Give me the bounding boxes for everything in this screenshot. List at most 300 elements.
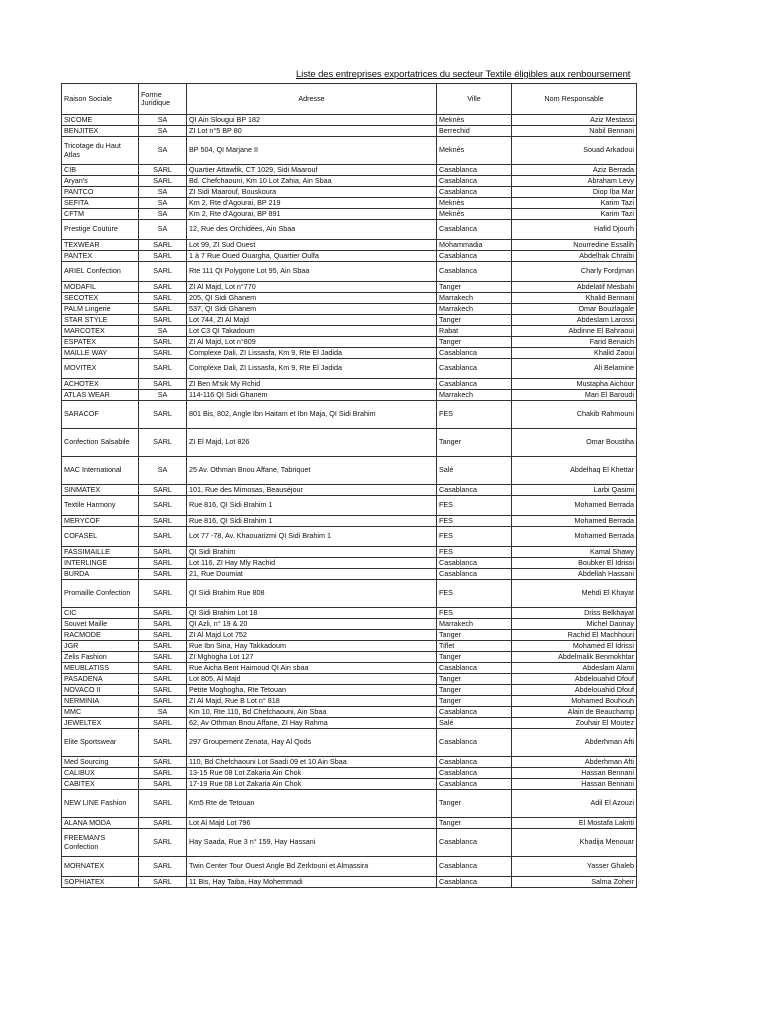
responsible-name-cell: Mohamed El Idrissi — [512, 641, 637, 652]
legal-form-cell: SARL — [139, 547, 187, 558]
company-name-cell: SOPHIATEX — [62, 877, 139, 888]
legal-form-cell: SARL — [139, 485, 187, 496]
city-cell: Marrakech — [437, 619, 512, 630]
address-cell: 101, Rue des Mimosas, Beauséjour — [187, 485, 437, 496]
table-row — [62, 126, 637, 137]
table-row — [62, 790, 637, 818]
city-cell: Salé — [437, 457, 512, 485]
city-cell: FES — [437, 547, 512, 558]
city-cell: Mohammadia — [437, 240, 512, 251]
table-row — [62, 209, 637, 220]
city-cell: Marrakech — [437, 304, 512, 315]
responsible-name-cell: Khalid Zaoui — [512, 348, 637, 359]
responsible-name-cell: Omar Bouzlagale — [512, 304, 637, 315]
city-cell: Tanger — [437, 429, 512, 457]
company-name-cell: NERMINIA — [62, 696, 139, 707]
address-cell: Complexe Dali, ZI Lissasfa, Km 9, Rte El Jadida — [187, 359, 437, 379]
table-row — [62, 547, 637, 558]
city-cell: Meknès — [437, 115, 512, 126]
city-cell: Casablanca — [437, 165, 512, 176]
address-cell: Lot 805, Al Majd — [187, 674, 437, 685]
address-cell: 114-116 QI Sidi Ghanem — [187, 390, 437, 401]
responsible-name-cell: Mohamed Berrada — [512, 496, 637, 516]
table-row — [62, 569, 637, 580]
address-cell: Petite Moghogha, Rte Tetouan — [187, 685, 437, 696]
legal-form-cell: SARL — [139, 251, 187, 262]
legal-form-cell: SARL — [139, 718, 187, 729]
table-row — [62, 685, 637, 696]
responsible-name-cell: El Mostafa Lakriti — [512, 818, 637, 829]
company-name-cell: RACMODE — [62, 630, 139, 641]
city-cell: Salé — [437, 718, 512, 729]
table-row — [62, 829, 637, 857]
city-cell: Meknès — [437, 137, 512, 165]
company-name-cell: Souvet Maille — [62, 619, 139, 630]
address-cell: Complexe Dali, ZI Lissasfa, Km 9, Rte El Jadida — [187, 348, 437, 359]
company-name-cell: Elite Sportswear — [62, 729, 139, 757]
address-cell: Km 2, Rte d'Agourai, BP 219 — [187, 198, 437, 209]
responsible-name-cell: Michel Dannay — [512, 619, 637, 630]
city-cell: Casablanca — [437, 262, 512, 282]
address-cell: Rte 111 QI Polygone Lot 95, Ain Sbaa — [187, 262, 437, 282]
legal-form-cell: SARL — [139, 337, 187, 348]
address-cell: ZI Al Majd, Lot n°809 — [187, 337, 437, 348]
address-cell: 11 Bis, Hay Taiba, Hay Mohemmadi — [187, 877, 437, 888]
city-cell: Tanger — [437, 790, 512, 818]
responsible-name-cell: Abdelatif Mesbahi — [512, 282, 637, 293]
table-row — [62, 818, 637, 829]
responsible-name-cell: Salma Zoheir — [512, 877, 637, 888]
table-row — [62, 429, 637, 457]
table-row — [62, 187, 637, 198]
responsible-name-cell: Diop Iba Mar — [512, 187, 637, 198]
company-name-cell: MMC — [62, 707, 139, 718]
city-cell: Tanger — [437, 315, 512, 326]
legal-form-cell: SARL — [139, 293, 187, 304]
table-row — [62, 558, 637, 569]
legal-form-cell: SA — [139, 326, 187, 337]
address-cell: 537, QI Sidi Ghanem — [187, 304, 437, 315]
responsible-name-cell: Karim Tazi — [512, 209, 637, 220]
address-cell: Rue Ibn Sina, Hay Takkadoum — [187, 641, 437, 652]
table-body — [62, 115, 637, 888]
table-row — [62, 240, 637, 251]
city-cell: Tanger — [437, 282, 512, 293]
address-cell: 21, Rue Doumiat — [187, 569, 437, 580]
company-name-cell: MOVITEX — [62, 359, 139, 379]
company-name-cell: BURDA — [62, 569, 139, 580]
responsible-name-cell: Hassan Bennani — [512, 779, 637, 790]
responsible-name-cell: Farid Benaich — [512, 337, 637, 348]
legal-form-cell: SARL — [139, 779, 187, 790]
company-name-cell: SINMATEX — [62, 485, 139, 496]
responsible-name-cell: Khalid Bennani — [512, 293, 637, 304]
company-name-cell: Med Sourcing — [62, 757, 139, 768]
city-cell: Tanger — [437, 685, 512, 696]
legal-form-cell: SA — [139, 115, 187, 126]
city-cell: Tanger — [437, 337, 512, 348]
responsible-name-cell: Mustapha Aichour — [512, 379, 637, 390]
city-cell: Casablanca — [437, 779, 512, 790]
address-cell: Lot 77 -78, Av. Khaouarizmi QI Sidi Brahim 1 — [187, 527, 437, 547]
city-cell: Rabat — [437, 326, 512, 337]
table-row — [62, 457, 637, 485]
company-name-cell: Prestige Couture — [62, 220, 139, 240]
company-name-cell: FASSIMAILLE — [62, 547, 139, 558]
company-name-cell: MORNATEX — [62, 857, 139, 877]
table-row — [62, 220, 637, 240]
legal-form-cell: SARL — [139, 608, 187, 619]
responsible-name-cell: Nabil Bennani — [512, 126, 637, 137]
table-row — [62, 115, 637, 126]
city-cell: Tanger — [437, 818, 512, 829]
legal-form-cell: SARL — [139, 580, 187, 608]
header-nom-responsable: Nom Responsable — [512, 84, 637, 115]
address-cell: 1 à 7 Rue Oued Ouargha, Quartier Oulfa — [187, 251, 437, 262]
table-row — [62, 496, 637, 516]
table-row — [62, 580, 637, 608]
company-name-cell: PALM Lingerie — [62, 304, 139, 315]
address-cell: Lot C3 QI Takadoum — [187, 326, 437, 337]
responsible-name-cell: Mari El Baroudi — [512, 390, 637, 401]
legal-form-cell: SARL — [139, 877, 187, 888]
legal-form-cell: SA — [139, 457, 187, 485]
legal-form-cell: SARL — [139, 630, 187, 641]
responsible-name-cell: Khadija Menouar — [512, 829, 637, 857]
table-row — [62, 527, 637, 547]
table-row — [62, 757, 637, 768]
table-row — [62, 315, 637, 326]
company-name-cell: JEWELTEX — [62, 718, 139, 729]
company-name-cell: CABITEX — [62, 779, 139, 790]
company-name-cell: SEFITA — [62, 198, 139, 209]
table-row — [62, 326, 637, 337]
legal-form-cell: SARL — [139, 348, 187, 359]
city-cell: Casablanca — [437, 251, 512, 262]
legal-form-cell: SARL — [139, 282, 187, 293]
address-cell: 801 Bis, 802, Angle Ibn Haitam et Ibn Maja, QI Sidi Brahim — [187, 401, 437, 429]
city-cell: Tanger — [437, 630, 512, 641]
city-cell: Marrakech — [437, 293, 512, 304]
company-name-cell: Promaille Confection — [62, 580, 139, 608]
company-name-cell: MEUBLATISS — [62, 663, 139, 674]
table-row — [62, 608, 637, 619]
city-cell: Casablanca — [437, 569, 512, 580]
legal-form-cell: SARL — [139, 663, 187, 674]
responsible-name-cell: Adil El Azouzi — [512, 790, 637, 818]
legal-form-cell: SARL — [139, 619, 187, 630]
responsible-name-cell: Karim Tazi — [512, 198, 637, 209]
city-cell: Casablanca — [437, 857, 512, 877]
company-name-cell: Textile Harmony — [62, 496, 139, 516]
table-header-row — [62, 84, 637, 115]
responsible-name-cell: Charly Fordjman — [512, 262, 637, 282]
company-name-cell: CALIBUX — [62, 768, 139, 779]
table-row — [62, 857, 637, 877]
address-cell: 17-19 Rue 08 Lot Zakaria Ain Chok — [187, 779, 437, 790]
table-row — [62, 198, 637, 209]
legal-form-cell: SARL — [139, 176, 187, 187]
legal-form-cell: SARL — [139, 696, 187, 707]
city-cell: Casablanca — [437, 187, 512, 198]
responsible-name-cell: Abderhman Afti — [512, 729, 637, 757]
responsible-name-cell: Hassan Bennani — [512, 768, 637, 779]
legal-form-cell: SARL — [139, 829, 187, 857]
address-cell: ZI Lot n°5 BP 80 — [187, 126, 437, 137]
company-name-cell: FREEMAN'S Confection — [62, 829, 139, 857]
table-row — [62, 390, 637, 401]
company-name-cell: CIC — [62, 608, 139, 619]
company-name-cell: MERYCOF — [62, 516, 139, 527]
table-row — [62, 165, 637, 176]
city-cell: Tanger — [437, 652, 512, 663]
company-name-cell: INTERLINGE — [62, 558, 139, 569]
company-name-cell: BENJITEX — [62, 126, 139, 137]
address-cell: ZI Al Majd Lot 752 — [187, 630, 437, 641]
address-cell: QI Ain Slougui BP 182 — [187, 115, 437, 126]
table-row — [62, 359, 637, 379]
company-name-cell: Tricotage du Haut Atlas — [62, 137, 139, 165]
legal-form-cell: SARL — [139, 768, 187, 779]
city-cell: FES — [437, 516, 512, 527]
company-name-cell: CIB — [62, 165, 139, 176]
address-cell: 12, Rue des Orchidées, Ain Sbaa — [187, 220, 437, 240]
company-name-cell: CFTM — [62, 209, 139, 220]
address-cell: Km 2, Rte d'Agourai, BP 891 — [187, 209, 437, 220]
address-cell: Rue 816, QI Sidi Brahim 1 — [187, 516, 437, 527]
city-cell: Berrechid — [437, 126, 512, 137]
legal-form-cell: SARL — [139, 516, 187, 527]
responsible-name-cell: Abdelouahid Dfouf — [512, 685, 637, 696]
table-row — [62, 337, 637, 348]
responsible-name-cell: Abdellah Hassani — [512, 569, 637, 580]
address-cell: 297 Groupement Zenata, Hay Al Qods — [187, 729, 437, 757]
responsible-name-cell: Mohamed Berrada — [512, 527, 637, 547]
table-row — [62, 251, 637, 262]
header-raison-sociale: Raison Sociale — [62, 84, 139, 115]
address-cell: Hay Saada, Rue 3 n° 159, Hay Hassani — [187, 829, 437, 857]
table-row — [62, 652, 637, 663]
city-cell: Tiflet — [437, 641, 512, 652]
address-cell: 205, QI Sidi Ghanem — [187, 293, 437, 304]
responsible-name-cell: Larbi Qasimi — [512, 485, 637, 496]
address-cell: 13-15 Rue 08 Lot Zakaria Ain Chok — [187, 768, 437, 779]
address-cell: ZI Sidi Maarouf, Bouskoura — [187, 187, 437, 198]
company-name-cell: TEXWEAR — [62, 240, 139, 251]
responsible-name-cell: Omar Boustiha — [512, 429, 637, 457]
table-row — [62, 779, 637, 790]
address-cell: QI Azli, n° 19 & 20 — [187, 619, 437, 630]
legal-form-cell: SA — [139, 198, 187, 209]
company-name-cell: COFASEL — [62, 527, 139, 547]
address-cell: Lot Al Majd Lot 796 — [187, 818, 437, 829]
legal-form-cell: SARL — [139, 729, 187, 757]
responsible-name-cell: Hafid Djourh — [512, 220, 637, 240]
city-cell: Meknès — [437, 209, 512, 220]
address-cell: QI Sidi Brahim Rue 808 — [187, 580, 437, 608]
company-name-cell: MODAFIL — [62, 282, 139, 293]
city-cell: Casablanca — [437, 757, 512, 768]
legal-form-cell: SARL — [139, 674, 187, 685]
table-row — [62, 293, 637, 304]
table-row — [62, 282, 637, 293]
table-row — [62, 630, 637, 641]
responsible-name-cell: Boubker El Idrissi — [512, 558, 637, 569]
address-cell: ZI Ben M'sik My Rchid — [187, 379, 437, 390]
company-name-cell: Aryan's — [62, 176, 139, 187]
company-name-cell: ARIEL Confection — [62, 262, 139, 282]
company-name-cell: Confection Salsabile — [62, 429, 139, 457]
responsible-name-cell: Mohamed Bouhouh — [512, 696, 637, 707]
table-row — [62, 379, 637, 390]
responsible-name-cell: Abdeslam Larossi — [512, 315, 637, 326]
city-cell: Casablanca — [437, 348, 512, 359]
table-row — [62, 729, 637, 757]
responsible-name-cell: Abderhman Afti — [512, 757, 637, 768]
city-cell: Casablanca — [437, 829, 512, 857]
legal-form-cell: SARL — [139, 685, 187, 696]
legal-form-cell: SA — [139, 126, 187, 137]
legal-form-cell: SARL — [139, 379, 187, 390]
city-cell: FES — [437, 496, 512, 516]
responsible-name-cell: Kamal Shawy — [512, 547, 637, 558]
legal-form-cell: SARL — [139, 429, 187, 457]
table-row — [62, 768, 637, 779]
header-forme-juridique: Forme Juridique — [139, 84, 187, 115]
legal-form-cell: SARL — [139, 790, 187, 818]
address-cell: ZI Al Majd, Lot n°770 — [187, 282, 437, 293]
address-cell: QI Sidi Brahim — [187, 547, 437, 558]
legal-form-cell: SARL — [139, 857, 187, 877]
company-name-cell: SARACOF — [62, 401, 139, 429]
legal-form-cell: SA — [139, 707, 187, 718]
table-row — [62, 641, 637, 652]
company-name-cell: PANTCO — [62, 187, 139, 198]
company-name-cell: NOVACO II — [62, 685, 139, 696]
legal-form-cell: SA — [139, 220, 187, 240]
responsible-name-cell: Nourredine Essalih — [512, 240, 637, 251]
table-row — [62, 707, 637, 718]
company-name-cell: STAR STYLE — [62, 315, 139, 326]
responsible-name-cell: Ali Belamine — [512, 359, 637, 379]
legal-form-cell: SARL — [139, 496, 187, 516]
responsible-name-cell: Abdelmalik Benmokhtar — [512, 652, 637, 663]
table-row — [62, 718, 637, 729]
legal-form-cell: SARL — [139, 757, 187, 768]
company-name-cell: ESPATEX — [62, 337, 139, 348]
legal-form-cell: SARL — [139, 527, 187, 547]
responsible-name-cell: Mehdi El Khayat — [512, 580, 637, 608]
company-name-cell: SECOTEX — [62, 293, 139, 304]
city-cell: FES — [437, 580, 512, 608]
header-adresse: Adresse — [187, 84, 437, 115]
responsible-name-cell: Chakib Rahmouni — [512, 401, 637, 429]
responsible-name-cell: Yasser Ghaleb — [512, 857, 637, 877]
address-cell: 110, Bd Chefchaouni Lot Saadi 09 et 10 Ain Sbaa — [187, 757, 437, 768]
table-row — [62, 176, 637, 187]
address-cell: Lot 116, ZI Hay Mly Rachid — [187, 558, 437, 569]
table-row — [62, 516, 637, 527]
address-cell: Lot 744, ZI Al Majd — [187, 315, 437, 326]
legal-form-cell: SARL — [139, 569, 187, 580]
address-cell: 25 Av. Othman Bnou Affane, Tabriquet — [187, 457, 437, 485]
legal-form-cell: SARL — [139, 262, 187, 282]
company-name-cell: MAC International — [62, 457, 139, 485]
table-row — [62, 674, 637, 685]
company-name-cell: PASADENA — [62, 674, 139, 685]
legal-form-cell: SARL — [139, 165, 187, 176]
address-cell: Km 10, Rte 110, Bd Chefchaouni, Ain Sbaa — [187, 707, 437, 718]
legal-form-cell: SARL — [139, 359, 187, 379]
city-cell: FES — [437, 401, 512, 429]
responsible-name-cell: Driss Belkhayat — [512, 608, 637, 619]
responsible-name-cell: Abdelhak Chraibi — [512, 251, 637, 262]
legal-form-cell: SARL — [139, 240, 187, 251]
legal-form-cell: SA — [139, 137, 187, 165]
responsible-name-cell: Aziz Mestassi — [512, 115, 637, 126]
city-cell: FES — [437, 608, 512, 619]
table-row — [62, 619, 637, 630]
address-cell: Bd. Chefchaouni, Km 10 Lot Zahia, Ain Sbaa — [187, 176, 437, 187]
company-name-cell: ALANA MODA — [62, 818, 139, 829]
company-name-cell: NEW LINE Fashion — [62, 790, 139, 818]
legal-form-cell: SARL — [139, 652, 187, 663]
city-cell: Casablanca — [437, 379, 512, 390]
company-name-cell: PANTEX — [62, 251, 139, 262]
companies-table — [61, 83, 637, 888]
address-cell: Rue Aicha Bent Haimoud QI Ain sbaa — [187, 663, 437, 674]
table-row — [62, 304, 637, 315]
company-name-cell: JGR — [62, 641, 139, 652]
city-cell: Casablanca — [437, 485, 512, 496]
legal-form-cell: SARL — [139, 641, 187, 652]
address-cell: Quartier Attawfik, CT 1029, Sidi Maarouf — [187, 165, 437, 176]
address-cell: ZI Al Majd, Rue B Lot n° 818 — [187, 696, 437, 707]
city-cell: Marrakech — [437, 390, 512, 401]
table-row — [62, 262, 637, 282]
table-row — [62, 663, 637, 674]
address-cell: ZI El Majd, Lot 826 — [187, 429, 437, 457]
legal-form-cell: SARL — [139, 304, 187, 315]
responsible-name-cell: Zouhair El Moutez — [512, 718, 637, 729]
responsible-name-cell: Rachid El Machhouri — [512, 630, 637, 641]
table-row — [62, 696, 637, 707]
city-cell: Meknès — [437, 198, 512, 209]
legal-form-cell: SA — [139, 209, 187, 220]
company-name-cell: MARCOTEX — [62, 326, 139, 337]
responsible-name-cell: Abdelhaq El Khettar — [512, 457, 637, 485]
responsible-name-cell: Abdinne El Bahraoui — [512, 326, 637, 337]
document-title: Liste des entreprises exportatrices du secteur Textile éligibles aux renboursement — [296, 69, 631, 80]
legal-form-cell: SARL — [139, 818, 187, 829]
legal-form-cell: SA — [139, 187, 187, 198]
header-ville: Ville — [437, 84, 512, 115]
city-cell: FES — [437, 527, 512, 547]
responsible-name-cell: Abdeslam Alami — [512, 663, 637, 674]
city-cell: Casablanca — [437, 176, 512, 187]
company-name-cell: ATLAS WEAR — [62, 390, 139, 401]
address-cell: Lot 99, ZI Sud Ouest — [187, 240, 437, 251]
company-name-cell: SICOME — [62, 115, 139, 126]
legal-form-cell: SARL — [139, 401, 187, 429]
responsible-name-cell: Abdelouahid Dfouf — [512, 674, 637, 685]
city-cell: Casablanca — [437, 663, 512, 674]
company-name-cell: ACHOTEX — [62, 379, 139, 390]
legal-form-cell: SARL — [139, 558, 187, 569]
city-cell: Casablanca — [437, 558, 512, 569]
city-cell: Casablanca — [437, 707, 512, 718]
company-name-cell: MAILLE WAY — [62, 348, 139, 359]
